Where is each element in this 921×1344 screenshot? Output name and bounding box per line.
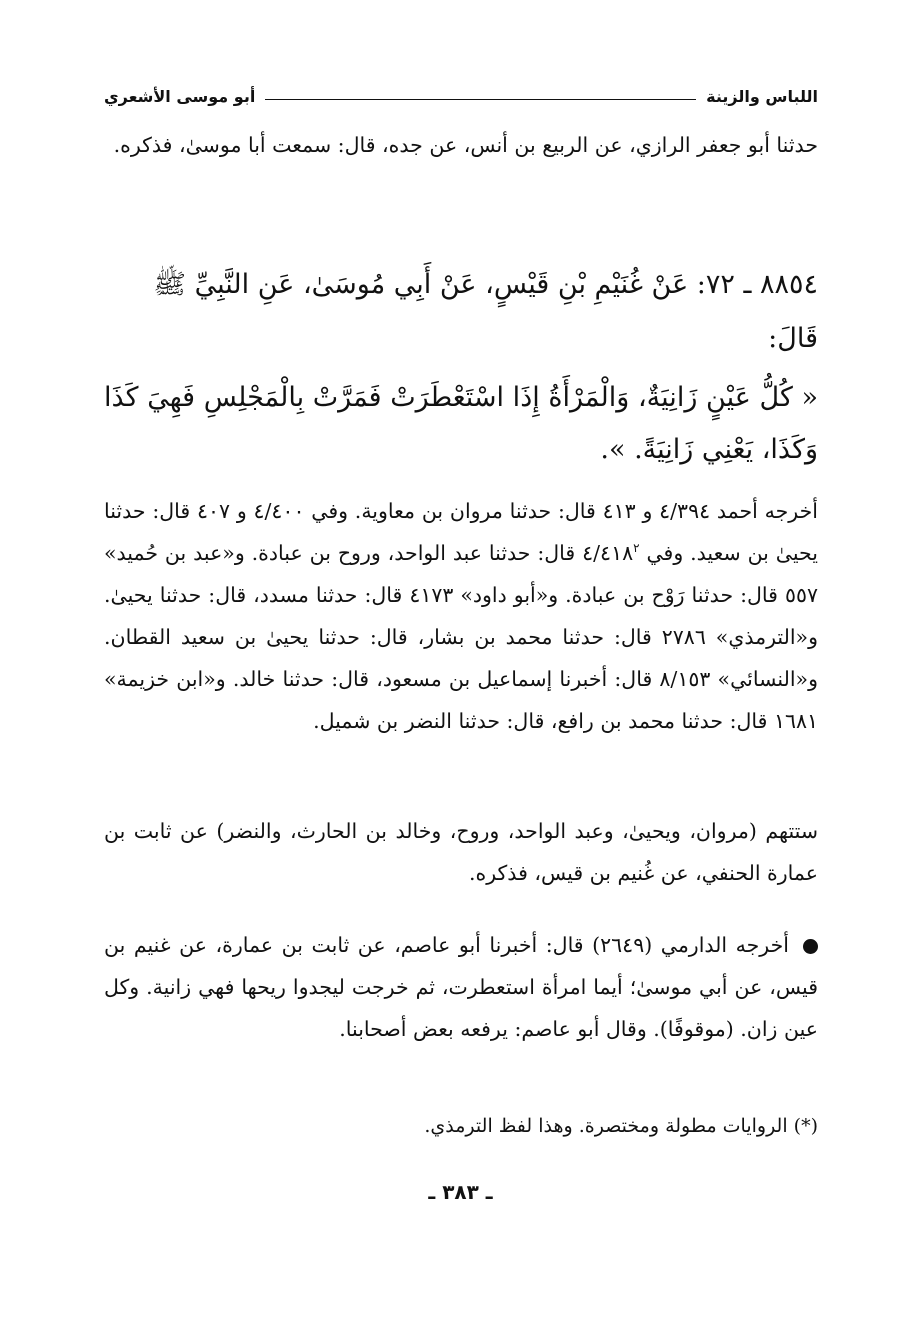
page-number: ـ ٣٨٣ ـ — [428, 1180, 493, 1204]
darimi-text: أخرجه الدارمي (٢٦٤٩) قال: أخبرنا أبو عاصم، عن ثابت بن عمارة، عن غنيم بن قيس، عن أبي موسىٰ؛ أيما امرأة استعطرت، ثم خرجت ليجدوا ريحها فهي زانية. وكل عين زان. (موقوفًا). وقال أبو عاصم: يرفعه بعض أصحابنا. — [104, 933, 818, 1041]
header-rule — [265, 99, 696, 100]
narrators-summary: ستتهم (مروان، ويحيىٰ، وعبد الواحد، وروح، وخالد بن الحارث، والنضر) عن ثابت بن عمارة الحنفي، عن غُنيم بن قيس، فذكره. — [104, 819, 818, 885]
hadith-heading — [104, 258, 818, 366]
takhrij-paragraph — [104, 490, 818, 742]
hadith-chain: عَنْ غُنَيْمِ بْنِ قَيْسٍ، عَنْ أَبِي مُوسَىٰ، عَنِ النَّبِيِّ ﷺ قَالَ: — [153, 269, 818, 354]
takhrij-part-2: قال: حدثنا عبد الواحد، وروح بن عبادة. و«عبد بن حُميد» ٥٥٧ قال: حدثنا رَوْح بن عبادة. و«أبو داود» ٤١٧٣ قال: حدثنا مسدد، قال: حدثنا يحيىٰ. و«الترمذي» ٢٧٨٦ قال: حدثنا محمد بن بشار، قال: حدثنا يحيىٰ بن سعيد القطان. و«النسائي» ٨/١٥٣ قال: أخبرنا إسماعيل بن مسعود، قال: حدثنا خالد. و«ابن خزيمة» ١٦٨١ قال: حدثنا محمد بن رافع، قال: حدثنا النضر بن شميل. — [104, 541, 818, 733]
takhrij-part-1: أخرجه أحمد ٤/٣٩٤ و ٤١٣ قال: حدثنا مروان بن معاوية. وفي ٤/٤٠٠ و ٤٠٧ قال: حدثنا يحيىٰ بن سعيد. وفي ٤/٤١٨ — [104, 499, 818, 565]
running-header — [104, 80, 818, 112]
header-chapter-title: اللباس والزينة — [706, 86, 818, 106]
bullet-icon — [803, 939, 818, 954]
darimi-paragraph — [104, 924, 818, 1050]
hadith-text: « كُلُّ عَيْنٍ زَانِيَةٌ، وَالْمَرْأَةُ إِذَا اسْتَعْطَرَتْ فَمَرَّتْ بِالْمَجْلِسِ فَهِيَ كَذَا وَكَذَا، يَعْنِي زَانِيَةً. ». — [104, 382, 818, 465]
footnote-reference: ٢ — [633, 541, 640, 556]
header-author-name: أبو موسى الأشعري — [104, 86, 256, 106]
footnote: (*) الروايات مطولة ومختصرة. وهذا لفظ الترمذي. — [424, 1115, 818, 1137]
isnad-continuation: حدثنا أبو جعفر الرازي، عن الربيع بن أنس، عن جده، قال: سمعت أبا موسىٰ، فذكره. — [113, 133, 818, 157]
hadith-number: ٨٨٥٤ ـ ٧٢: — [696, 269, 818, 300]
